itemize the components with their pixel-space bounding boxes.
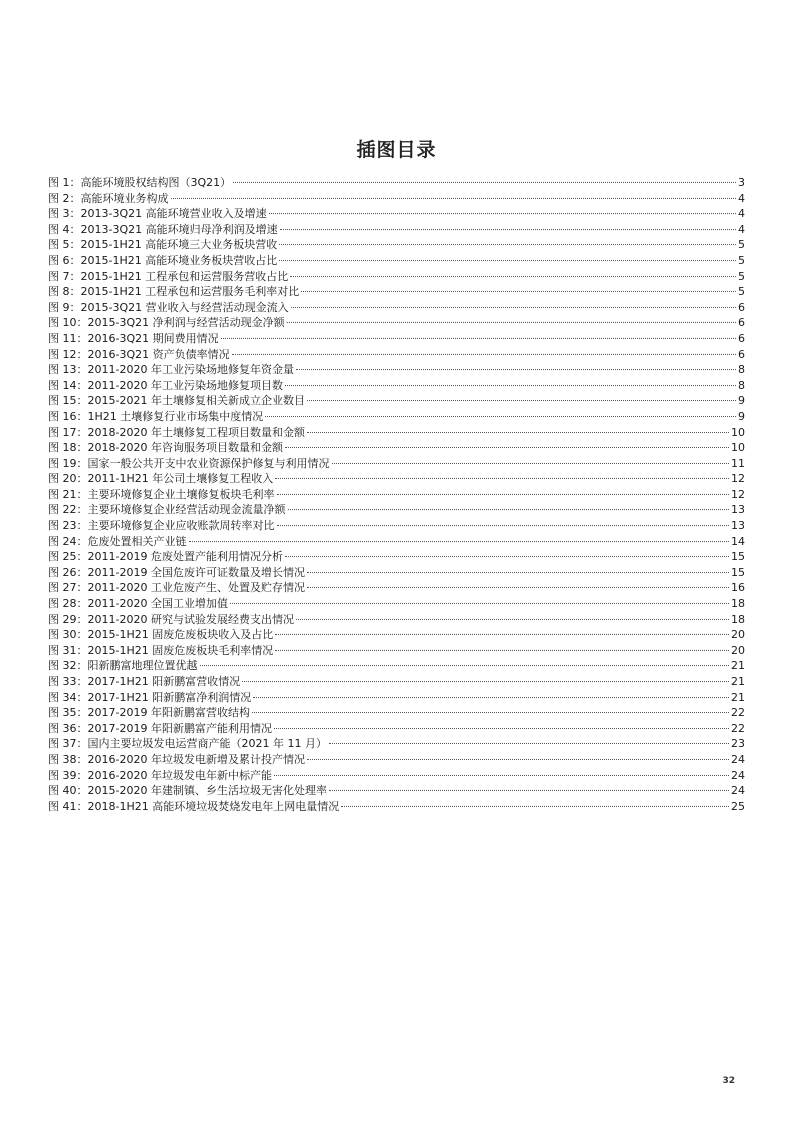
toc-entry[interactable] (48, 456, 745, 472)
toc-entry[interactable] (48, 783, 745, 799)
toc-entry-page: 4 (738, 191, 745, 205)
toc-entry-label: 图 41：2018-1H21 高能环境垃圾焚烧发电年上网电量情况 (48, 799, 340, 813)
toc-entry-page: 15 (731, 550, 745, 564)
toc-entry-page: 3 (738, 176, 745, 189)
toc-entry-page: 16 (731, 581, 745, 595)
figure-toc-list (48, 175, 745, 814)
toc-entry-page: 24 (731, 768, 745, 782)
toc-entry[interactable] (48, 799, 745, 815)
toc-entry-page: 22 (731, 721, 745, 735)
toc-entry[interactable] (48, 534, 745, 550)
toc-entry-page: 6 (738, 316, 745, 330)
toc-entry-label: 图 16：1H21 土壤修复行业市场集中度情况 (48, 409, 264, 423)
toc-entry-page: 10 (731, 425, 745, 439)
toc-leader-dots (329, 743, 729, 744)
toc-entry-label: 图 39：2016-2020 年垃圾发电年新中标产能 (48, 768, 272, 782)
toc-leader-dots (275, 650, 729, 651)
toc-entry-label: 图 9：2015-3Q21 营业收入与经营活动现金流入 (48, 300, 289, 314)
toc-entry[interactable] (48, 222, 745, 238)
toc-entry[interactable] (48, 518, 745, 534)
toc-entry[interactable] (48, 237, 745, 253)
toc-leader-dots (277, 494, 730, 495)
toc-entry-page: 5 (738, 285, 745, 299)
toc-leader-dots (252, 712, 729, 713)
toc-leader-dots (291, 307, 736, 308)
toc-entry-label: 图 31：2015-1H21 固废危废板块毛利率情况 (48, 643, 274, 657)
toc-entry[interactable] (48, 331, 745, 347)
toc-entry-label: 图 11：2016-3Q21 期间费用情况 (48, 331, 219, 345)
toc-entry-label: 图 38：2016-2020 年垃圾发电新增及累计投产情况 (48, 752, 305, 766)
toc-leader-dots (279, 260, 736, 261)
toc-entry-label: 图 28：2011-2020 全国工业增加值 (48, 597, 228, 611)
toc-leader-dots (280, 229, 736, 230)
toc-leader-dots (301, 291, 736, 292)
toc-entry[interactable] (48, 347, 745, 363)
toc-entry-label: 图 5：2015-1H21 高能环境三大业务板块营收 (48, 238, 278, 252)
toc-leader-dots (332, 463, 730, 464)
toc-entry-page: 9 (738, 394, 745, 408)
toc-entry-page: 24 (731, 784, 745, 798)
toc-leader-dots (285, 385, 736, 386)
toc-entry[interactable] (48, 612, 745, 628)
toc-leader-dots (287, 322, 736, 323)
toc-entry-label: 图 3：2013-3Q21 高能环境营业收入及增速 (48, 207, 267, 221)
toc-entry-page: 8 (738, 363, 745, 377)
toc-entry-page: 12 (731, 487, 745, 501)
toc-leader-dots (329, 790, 729, 791)
toc-entry-page: 6 (738, 331, 745, 345)
toc-entry-label: 图 22：主要环境修复企业经营活动现金流量净额 (48, 503, 286, 517)
toc-entry-label: 图 6：2015-1H21 高能环境业务板块营收占比 (48, 253, 278, 267)
toc-entry[interactable] (48, 487, 745, 503)
toc-leader-dots (171, 198, 737, 199)
toc-entry[interactable] (48, 565, 745, 581)
toc-entry-label: 图 32：阳新鹏富地理位置优越 (48, 659, 198, 673)
toc-entry[interactable] (48, 471, 745, 487)
toc-entry-label: 图 2：高能环境业务构成 (48, 191, 169, 205)
toc-entry-page: 8 (738, 378, 745, 392)
toc-leader-dots (253, 697, 729, 698)
toc-entry[interactable] (48, 300, 745, 316)
page-title: 插图目录 (356, 139, 437, 161)
toc-leader-dots (307, 572, 729, 573)
toc-entry-label: 图 13：2011-2020 年工业污染场地修复年资金量 (48, 363, 294, 377)
toc-entry[interactable] (48, 549, 745, 565)
toc-entry-page: 5 (738, 269, 745, 283)
page-number: 32 (722, 1076, 735, 1086)
toc-leader-dots (265, 416, 736, 417)
toc-entry-page: 4 (738, 222, 745, 236)
toc-leader-dots (275, 634, 729, 635)
toc-entry[interactable] (48, 409, 745, 425)
toc-entry[interactable] (48, 596, 745, 612)
toc-leader-dots (307, 432, 729, 433)
toc-entry-page: 22 (731, 706, 745, 720)
toc-entry-label: 图 33：2017-1H21 阳新鹏富营收情况 (48, 675, 241, 688)
toc-leader-dots (307, 400, 736, 401)
toc-entry[interactable] (48, 440, 745, 456)
toc-entry[interactable] (48, 502, 745, 518)
toc-entry-label: 图 26：2011-2019 全国危废许可证数量及增长情况 (48, 565, 305, 579)
toc-entry-label: 图 30：2015-1H21 固废危废板块收入及占比 (48, 628, 274, 642)
toc-entry-page: 24 (731, 752, 745, 766)
toc-leader-dots (274, 728, 729, 729)
toc-entry[interactable] (48, 315, 745, 331)
toc-entry-label: 图 27：2011-2020 工业危废产生、处置及贮存情况 (48, 581, 305, 595)
toc-entry-page: 6 (738, 300, 745, 314)
toc-leader-dots (296, 369, 736, 370)
toc-entry-label: 图 37：国内主要垃圾发电运营商产能（2021 年 11 月） (48, 737, 327, 751)
toc-entry-label: 图 40：2015-2020 年建制镇、乡生活垃圾无害化处理率 (48, 784, 327, 798)
toc-entry[interactable] (48, 425, 745, 441)
toc-entry[interactable] (48, 690, 745, 706)
toc-entry-label: 图 18：2018-2020 年咨询服务项目数量和金额 (48, 441, 283, 455)
toc-entry-page: 6 (738, 347, 745, 361)
toc-entry-label: 图 23：主要环境修复企业应收账款周转率对比 (48, 519, 275, 533)
toc-entry-label: 图 17：2018-2020 年土壤修复工程项目数量和金额 (48, 425, 305, 439)
toc-entry-page: 20 (731, 628, 745, 642)
toc-entry-page: 13 (731, 503, 745, 517)
toc-entry-page: 23 (731, 737, 745, 751)
toc-leader-dots (341, 806, 729, 807)
toc-leader-dots (189, 541, 730, 542)
toc-entry-page: 15 (731, 565, 745, 579)
toc-entry-label: 图 12：2016-3Q21 资产负债率情况 (48, 347, 230, 361)
toc-entry-page: 5 (738, 238, 745, 252)
toc-leader-dots (242, 681, 729, 682)
toc-entry-page: 14 (731, 534, 745, 548)
toc-leader-dots (232, 354, 736, 355)
toc-entry-label: 图 34：2017-1H21 阳新鹏富净利润情况 (48, 690, 252, 704)
toc-entry[interactable] (48, 752, 745, 768)
toc-entry[interactable] (48, 627, 745, 643)
toc-entry-page: 21 (731, 659, 745, 673)
toc-entry-label: 图 4：2013-3Q21 高能环境归母净利润及增速 (48, 222, 278, 236)
toc-entry[interactable] (48, 269, 745, 285)
toc-entry[interactable] (48, 674, 745, 690)
toc-entry-label: 图 15：2015-2021 年土壤修复相关新成立企业数目 (48, 394, 305, 408)
toc-leader-dots (307, 759, 729, 760)
toc-entry-page: 21 (731, 675, 745, 688)
toc-entry[interactable] (48, 206, 745, 222)
toc-entry[interactable] (48, 580, 745, 596)
toc-entry-label: 图 21：主要环境修复企业土壤修复板块毛利率 (48, 487, 275, 501)
toc-leader-dots (200, 665, 730, 666)
toc-entry-page: 9 (738, 409, 745, 423)
toc-entry[interactable] (48, 658, 745, 674)
toc-leader-dots (285, 447, 729, 448)
toc-leader-dots (221, 338, 736, 339)
toc-entry-page: 11 (731, 456, 745, 470)
toc-entry[interactable] (48, 253, 745, 269)
toc-entry[interactable] (48, 378, 745, 394)
toc-entry[interactable] (48, 768, 745, 784)
toc-entry[interactable] (48, 191, 745, 207)
toc-leader-dots (288, 509, 730, 510)
toc-entry-label: 图 14：2011-2020 年工业污染场地修复项目数 (48, 378, 283, 392)
toc-entry-label: 图 25：2011-2019 危废处置产能利用情况分析 (48, 550, 283, 564)
toc-entry[interactable] (48, 175, 745, 191)
toc-entry-page: 10 (731, 441, 745, 455)
toc-entry-page: 21 (731, 690, 745, 704)
toc-entry-label: 图 19：国家一般公共开支中农业资源保护修复与利用情况 (48, 456, 330, 470)
toc-entry-label: 图 24：危废处置相关产业链 (48, 534, 187, 548)
toc-leader-dots (285, 556, 729, 557)
toc-entry-label: 图 10：2015-3Q21 净利润与经营活动现金净额 (48, 316, 285, 330)
toc-entry-label: 图 7：2015-1H21 工程承包和运营服务营收占比 (48, 269, 289, 283)
toc-entry-label: 图 29：2011-2020 研究与试验发展经费支出情况 (48, 612, 294, 626)
toc-leader-dots (296, 619, 729, 620)
toc-leader-dots (307, 587, 729, 588)
toc-entry-page: 20 (731, 643, 745, 657)
toc-entry-label: 图 35：2017-2019 年阳新鹏富营收结构 (48, 706, 250, 720)
toc-entry-page: 25 (731, 799, 745, 813)
toc-entry-label: 图 8：2015-1H21 工程承包和运营服务毛利率对比 (48, 285, 300, 299)
toc-leader-dots (230, 603, 729, 604)
toc-leader-dots (279, 244, 736, 245)
toc-leader-dots (290, 276, 736, 277)
toc-entry-label: 图 1：高能环境股权结构图（3Q21） (48, 176, 232, 189)
toc-entry[interactable] (48, 721, 745, 737)
toc-leader-dots (277, 525, 730, 526)
toc-entry-label: 图 20：2011-1H21 年公司土壤修复工程收入 (48, 472, 274, 486)
toc-entry-page: 18 (731, 597, 745, 611)
toc-entry-page: 13 (731, 519, 745, 533)
toc-entry-page: 18 (731, 612, 745, 626)
toc-entry-page: 4 (738, 207, 745, 221)
toc-entry[interactable] (48, 705, 745, 721)
toc-entry-label: 图 36：2017-2019 年阳新鹏富产能利用情况 (48, 721, 272, 735)
toc-leader-dots (274, 775, 729, 776)
toc-entry[interactable] (48, 643, 745, 659)
toc-leader-dots (275, 478, 729, 479)
toc-entry-page: 5 (738, 253, 745, 267)
toc-leader-dots (233, 182, 736, 183)
toc-entry[interactable] (48, 393, 745, 409)
toc-entry[interactable] (48, 284, 745, 300)
toc-leader-dots (269, 213, 736, 214)
toc-entry[interactable] (48, 362, 745, 378)
toc-entry[interactable] (48, 736, 745, 752)
toc-entry-page: 12 (731, 472, 745, 486)
